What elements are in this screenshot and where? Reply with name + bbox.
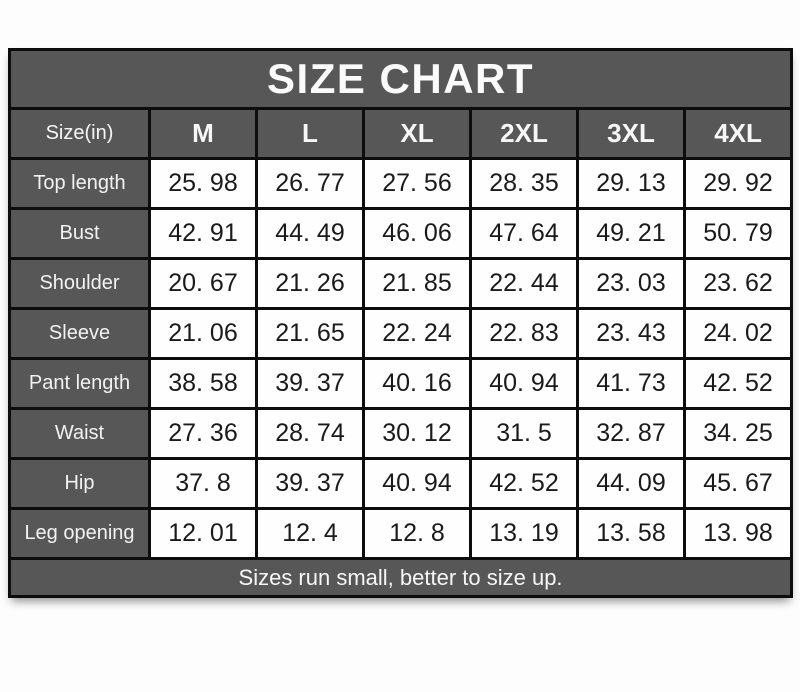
size-value-cell: 12. 4 [257, 509, 364, 559]
size-value-cell: 26. 77 [257, 159, 364, 209]
column-header-l: L [257, 109, 364, 159]
column-header-m: M [150, 109, 257, 159]
size-value-cell: 27. 56 [364, 159, 471, 209]
size-value-cell: 50. 79 [685, 209, 792, 259]
size-value-cell: 34. 25 [685, 409, 792, 459]
size-value-cell: 13. 58 [578, 509, 685, 559]
size-value-cell: 28. 74 [257, 409, 364, 459]
size-value-cell: 13. 98 [685, 509, 792, 559]
size-value-cell: 27. 36 [150, 409, 257, 459]
table-row-leg-opening [10, 509, 792, 559]
size-value-cell: 40. 94 [364, 459, 471, 509]
size-value-cell: 29. 92 [685, 159, 792, 209]
size-value-cell: 39. 37 [257, 359, 364, 409]
size-value-cell: 32. 87 [578, 409, 685, 459]
size-value-cell: 39. 37 [257, 459, 364, 509]
column-header-xl: XL [364, 109, 471, 159]
size-value-cell: 41. 73 [578, 359, 685, 409]
page-title: SIZE CHART [10, 50, 792, 109]
table-row-pant-length [10, 359, 792, 409]
size-value-cell: 30. 12 [364, 409, 471, 459]
size-value-cell: 24. 02 [685, 309, 792, 359]
size-value-cell: 22. 44 [471, 259, 578, 309]
footer-note: Sizes run small, better to size up. [10, 559, 792, 597]
size-value-cell: 44. 09 [578, 459, 685, 509]
table-row-top-length [10, 159, 792, 209]
size-value-cell: 21. 06 [150, 309, 257, 359]
size-value-cell: 37. 8 [150, 459, 257, 509]
size-value-cell: 46. 06 [364, 209, 471, 259]
size-value-cell: 23. 03 [578, 259, 685, 309]
column-header-3xl: 3XL [578, 109, 685, 159]
table-row-bust [10, 209, 792, 259]
size-chart-table [8, 48, 793, 598]
size-value-cell: 42. 52 [471, 459, 578, 509]
row-label-top-length: Top length [10, 159, 150, 209]
size-value-cell: 12. 8 [364, 509, 471, 559]
size-value-cell: 22. 24 [364, 309, 471, 359]
size-value-cell: 12. 01 [150, 509, 257, 559]
size-value-cell: 49. 21 [578, 209, 685, 259]
row-label-shoulder: Shoulder [10, 259, 150, 309]
size-value-cell: 29. 13 [578, 159, 685, 209]
size-value-cell: 21. 26 [257, 259, 364, 309]
table-row-shoulder [10, 259, 792, 309]
size-value-cell: 23. 43 [578, 309, 685, 359]
corner-header-size-in: Size(in) [10, 109, 150, 159]
size-value-cell: 40. 16 [364, 359, 471, 409]
footer-note-row [10, 559, 792, 597]
row-label-sleeve: Sleeve [10, 309, 150, 359]
size-value-cell: 23. 62 [685, 259, 792, 309]
size-value-cell: 20. 67 [150, 259, 257, 309]
table-row-waist [10, 409, 792, 459]
size-value-cell: 21. 85 [364, 259, 471, 309]
size-value-cell: 28. 35 [471, 159, 578, 209]
size-value-cell: 44. 49 [257, 209, 364, 259]
title-row [10, 50, 792, 109]
size-value-cell: 21. 65 [257, 309, 364, 359]
size-value-cell: 42. 52 [685, 359, 792, 409]
table-row-hip [10, 459, 792, 509]
size-value-cell: 31. 5 [471, 409, 578, 459]
size-value-cell: 25. 98 [150, 159, 257, 209]
row-label-bust: Bust [10, 209, 150, 259]
size-value-cell: 45. 67 [685, 459, 792, 509]
row-label-waist: Waist [10, 409, 150, 459]
size-value-cell: 40. 94 [471, 359, 578, 409]
size-value-cell: 22. 83 [471, 309, 578, 359]
column-header-4xl: 4XL [685, 109, 792, 159]
size-value-cell: 47. 64 [471, 209, 578, 259]
column-header-row [10, 109, 792, 159]
row-label-leg-opening: Leg opening [10, 509, 150, 559]
table-row-sleeve [10, 309, 792, 359]
row-label-hip: Hip [10, 459, 150, 509]
size-value-cell: 13. 19 [471, 509, 578, 559]
size-value-cell: 38. 58 [150, 359, 257, 409]
column-header-2xl: 2XL [471, 109, 578, 159]
row-label-pant-length: Pant length [10, 359, 150, 409]
size-value-cell: 42. 91 [150, 209, 257, 259]
